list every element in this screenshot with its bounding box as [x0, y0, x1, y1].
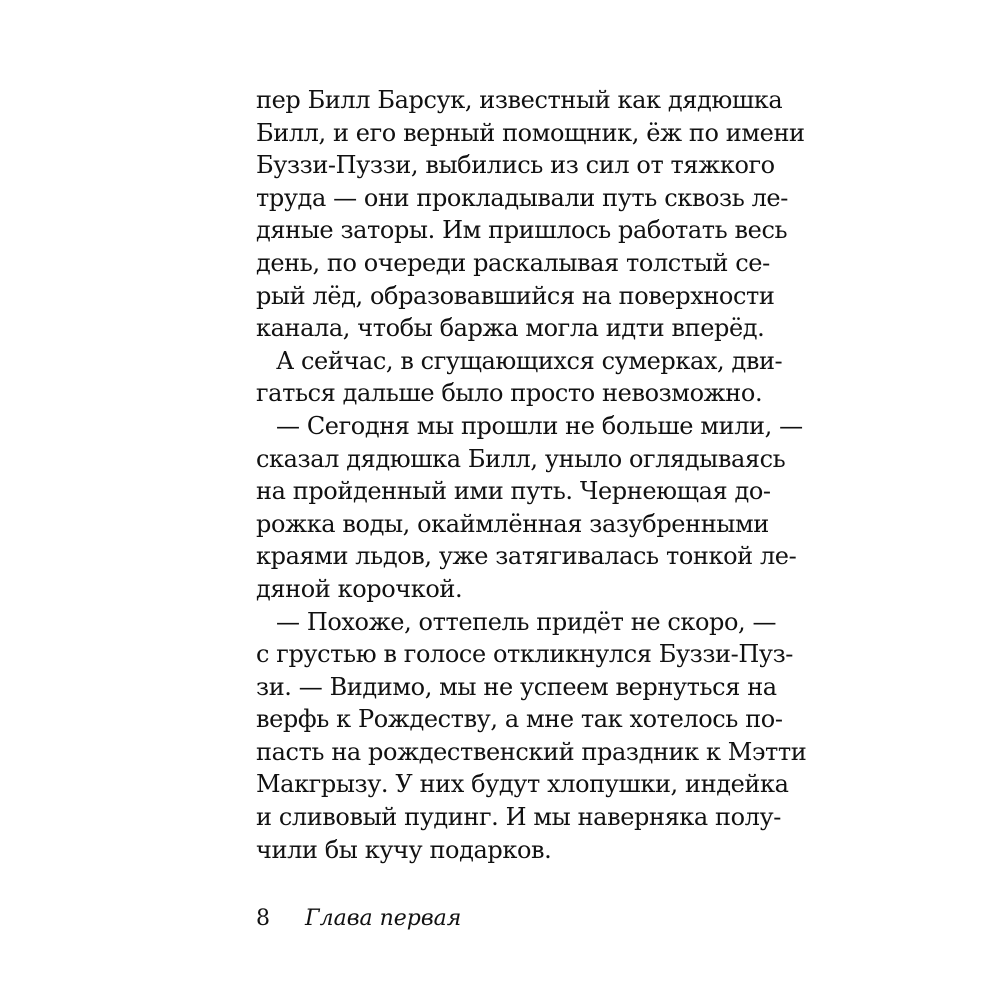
text-line: труда — они прокладывали путь сквозь ле- [256, 183, 788, 212]
text-line: пер Билл Барсук, известный как дядюшка [256, 86, 783, 114]
body-text [256, 84, 807, 866]
text-line: день, по очереди раскалывая толстый се- [256, 248, 770, 277]
text-line: гаться дальше было просто невозможно. [256, 379, 763, 408]
text-line: Билл, и его верный помощник, ёж по имени [256, 118, 805, 147]
text-line: Макгрызу. У них будут хлопушки, индейка [256, 770, 789, 799]
text-line: А сейчас, в сгущающихся сумерках, дви- [276, 346, 783, 375]
text-line: чили бы кучу подарков. [256, 835, 552, 864]
text-line: канала, чтобы баржа могла идти вперёд. [256, 314, 765, 343]
text-line: — Сегодня мы прошли не больше мили, — [276, 411, 803, 440]
page-footer [256, 904, 461, 934]
text-line: дяной корочкой. [256, 574, 463, 603]
text-line: — Похоже, оттепель придёт не скоро, — [276, 607, 777, 636]
text-line: дяные заторы. Им пришлось работать весь [256, 216, 788, 245]
text-line: сказал дядюшка Билл, уныло оглядываясь [256, 444, 786, 473]
text-line: краями льдов, уже затягивалась тонкой ле- [256, 542, 797, 571]
text-line: и сливовый пудинг. И мы наверняка полу- [256, 803, 781, 832]
text-line: Буззи-Пуззи, выбились из сил от тяжкого [256, 151, 775, 180]
text-line: зи. — Видимо, мы не успеем вернуться на [256, 672, 777, 701]
text-line: пасть на рождественский праздник к Мэтти [256, 737, 807, 766]
text-line: верфь к Рождеству, а мне так хотелось по- [256, 705, 783, 734]
text-line: рожка воды, окаймлённая зазубренными [256, 509, 769, 538]
page-number: 8 [256, 906, 270, 931]
running-head: Глава первая [305, 906, 462, 931]
text-line: на пройденный ими путь. Чернеющая до- [256, 477, 771, 506]
text-line: рый лёд, образовавшийся на поверхности [256, 281, 775, 310]
text-line: с грустью в голосе откликнулся Буззи-Пуз- [256, 640, 794, 669]
